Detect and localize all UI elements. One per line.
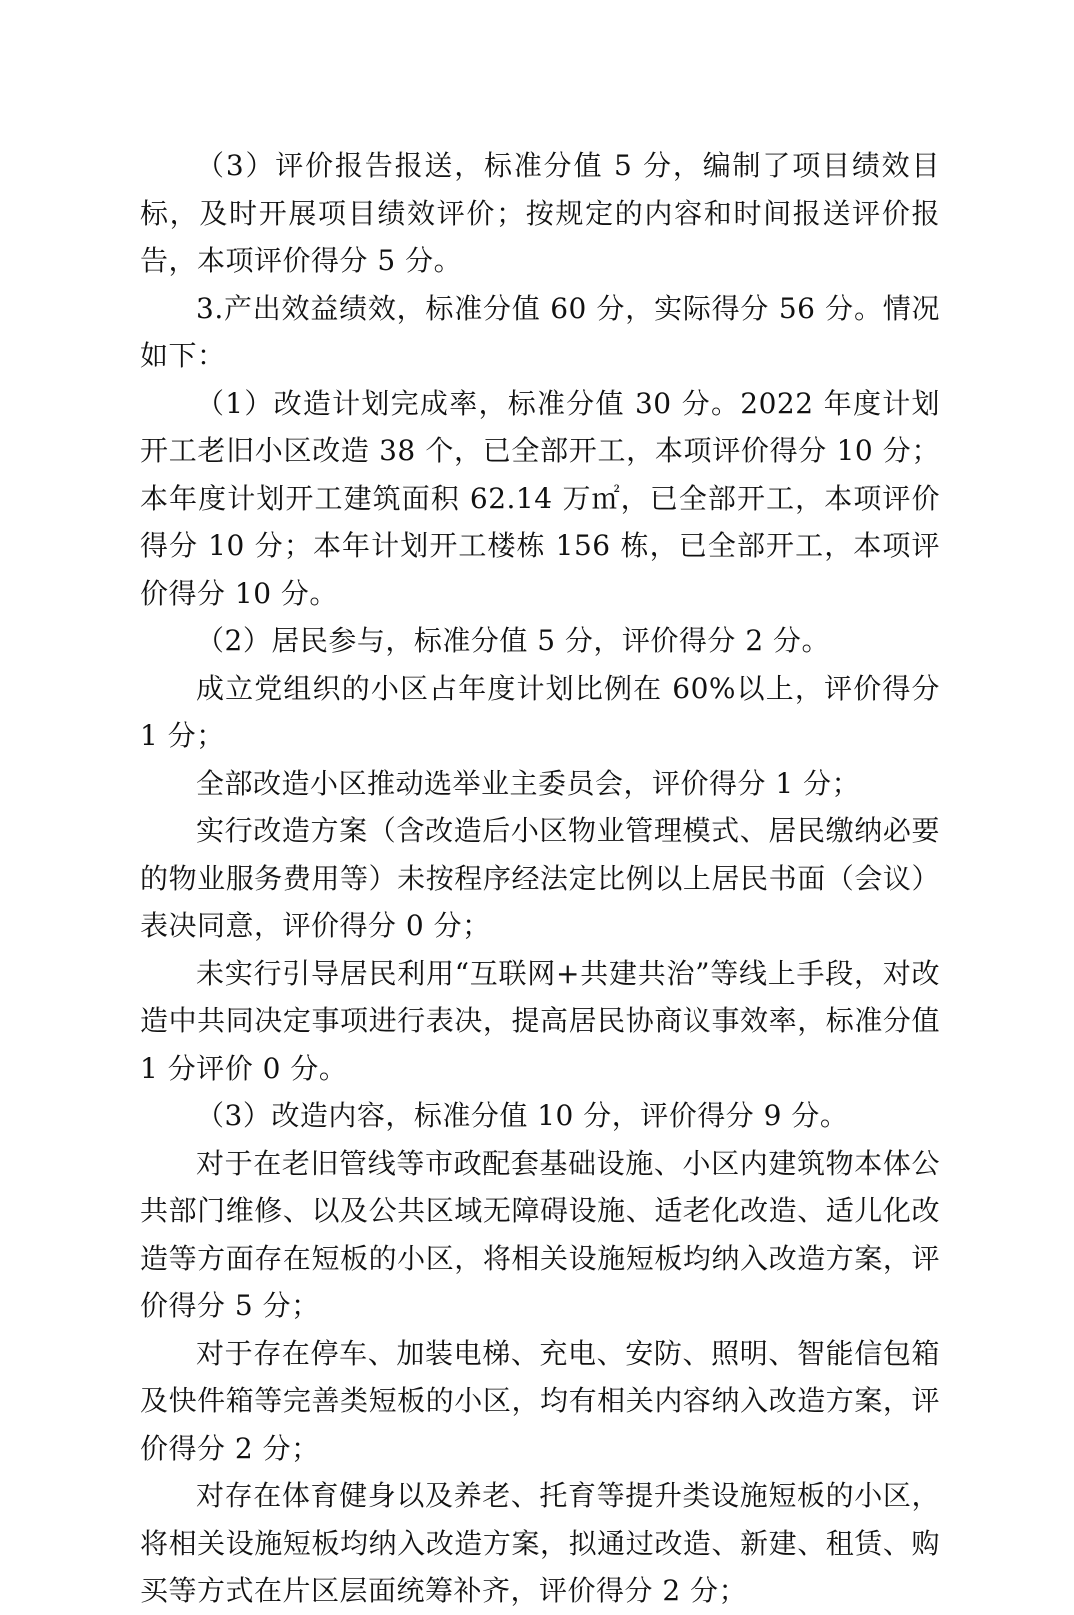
paragraph-basic-facilities: 对于在老旧管线等市政配套基础设施、小区内建筑物本体公共部门维修、以及公共区域无障碍设施、适老化改造、适儿化改造等方面存在短板的小区，将相关设施短板均纳入改造方案，评价得分 5 分； <box>140 1146 940 1322</box>
paragraph-output-benefit-performance: 3.产出效益绩效，标准分值 60 分，实际得分 56 分。情况如下： <box>140 291 940 372</box>
paragraph-online-co-governance: 未实行引导居民利用“互联网+共建共治”等线上手段，对改造中共同决定事项进行表决，提高居民协商议事效率，标准分值 1 分评价 0 分。 <box>140 956 940 1085</box>
paragraph-party-organization: 成立党组织的小区占年度计划比例在 60%以上，评价得分 1 分； <box>140 671 940 752</box>
paragraph-owners-committee: 全部改造小区推动选举业主委员会，评价得分 1 分； <box>196 766 861 800</box>
document-body <box>140 142 940 1615</box>
paragraph-upgrade-facilities: 对存在体育健身以及养老、托育等提升类设施短板的小区，将相关设施短板均纳入改造方案，拟通过改造、新建、租赁、购买等方式在片区层面统筹补齐，评价得分 2 分； <box>140 1479 940 1607</box>
paragraph-report-submission: （3）评价报告报送，标准分值 5 分，编制了项目绩效目标，及时开展项目绩效评价；按规定的内容和时间报送评价报告，本项评价得分 5 分。 <box>140 149 940 277</box>
paragraph-plan-completion-rate: （1）改造计划完成率，标准分值 30 分。2022 年度计划开工老旧小区改造 38 个，已全部开工，本项评价得分 10 分；本年度计划开工建筑面积 62.14 万㎡，已全部开工，本项评价得分 10 分；本年计划开工楼栋 156 栋，已全部开工，本项评价得分 10 分。 <box>140 386 940 610</box>
paragraph-improvement-facilities: 对于存在停车、加装电梯、充电、安防、照明、智能信包箱及快件箱等完善类短板的小区，均有相关内容纳入改造方案，评价得分 2 分； <box>140 1336 940 1465</box>
paragraph-renovation-plan-vote: 实行改造方案（含改造后小区物业管理模式、居民缴纳必要的物业服务费用等）未按程序经法定比例以上居民书面（会议）表决同意，评价得分 0 分； <box>140 814 940 942</box>
paragraph-resident-participation: （2）居民参与，标准分值 5 分，评价得分 2 分。 <box>196 624 831 657</box>
paragraph-renovation-content: （3）改造内容，标准分值 10 分，评价得分 9 分。 <box>196 1099 849 1132</box>
